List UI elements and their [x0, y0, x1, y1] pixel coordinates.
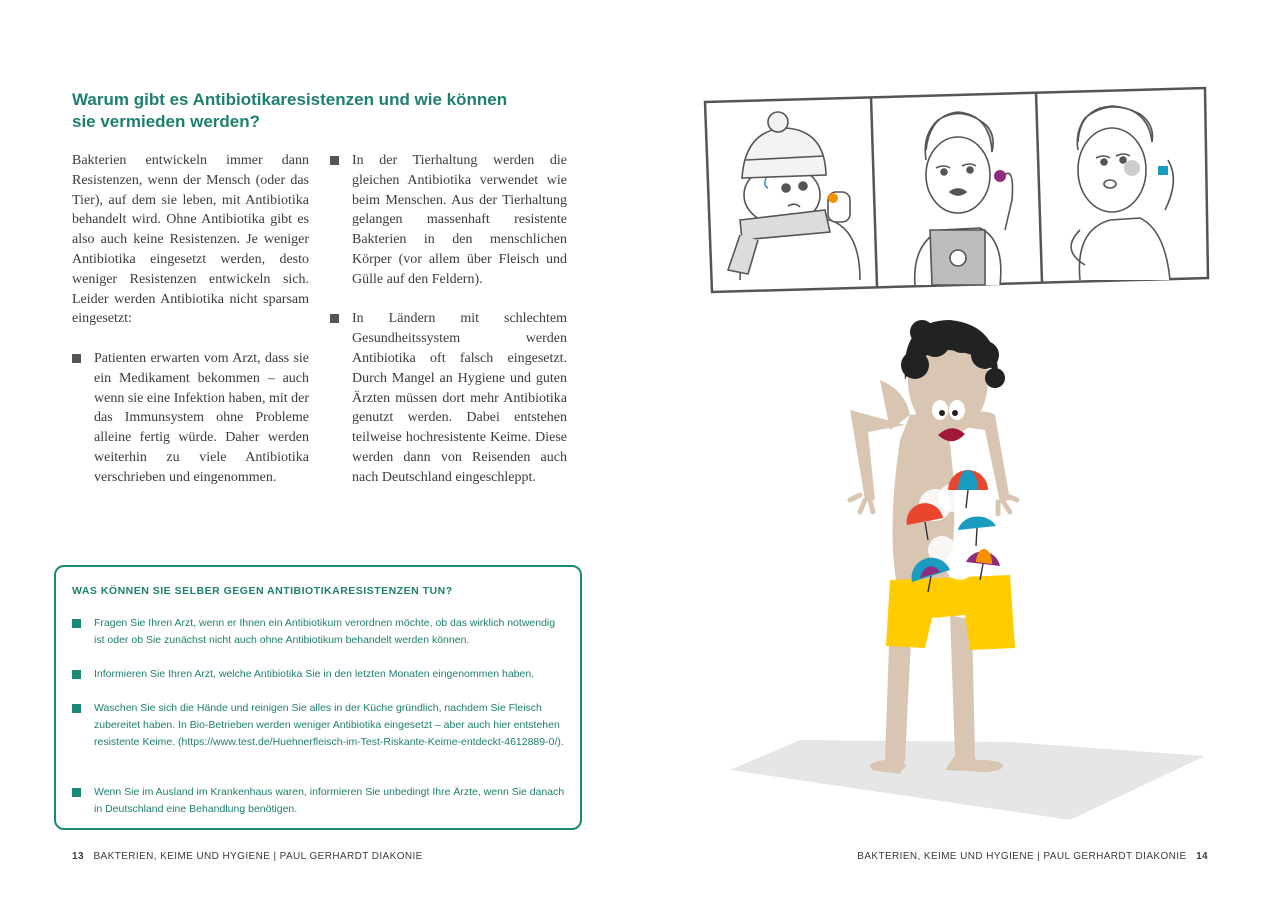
footer-left: [72, 851, 423, 862]
tip-item: [72, 784, 567, 818]
bullet-square-icon: [72, 354, 81, 363]
bullet-square-icon: [72, 670, 81, 679]
pill-icon: [828, 193, 838, 203]
page-heading: Warum gibt es Antibiotikaresistenzen und wie können sie vermieden werden?: [72, 90, 508, 131]
bullet-text: In der Tierhaltung werden die gleichen Antibiotika verwendet wie beim Menschen. Aus der Tierhaltung gelangen massenhaft resistente Bakterien in den menschlichen Körper (vor allem über Fleisch und Gülle auf den Feldern).: [352, 153, 567, 287]
footer-title: BAKTERIEN, KEIME UND HYGIENE: [93, 851, 271, 862]
bullet-square-icon: [330, 314, 339, 323]
pill-icon: [994, 170, 1006, 182]
tip-item: [72, 666, 567, 683]
tip-text: Wenn Sie im Ausland im Krankenhaus waren, informieren Sie unbedingt Ihre Ärzte, wenn Sie danach in Deutschland eine Behandlung benötigen.: [94, 786, 565, 815]
tip-text: Fragen Sie Ihren Arzt, wenn er Ihnen ein Antibiotikum verordnen möchte, ob das wirklich notwendig ist oder ob Sie zunächst nicht auch ohne Antibiotikum behandelt werden können.: [94, 617, 556, 646]
pill-icon: [1158, 166, 1168, 175]
footer-right: [857, 851, 1208, 862]
comic-strip: [705, 88, 1208, 292]
bullet-square-icon: [72, 619, 81, 628]
page-number-right: 14: [1196, 851, 1208, 862]
tip-item: [72, 615, 567, 649]
footer-separator: |: [273, 851, 277, 862]
tip-item: [72, 700, 567, 751]
bullet-item: [72, 349, 309, 488]
tip-text: Waschen Sie sich die Hände und reinigen Sie alles in der Küche gründlich, nachdem Sie Fleisch zubereitet haben. In Bio-Betrieben werden weniger Antibiotika eingesetzt – aber auch hier entstehen resistente Keime. (https://www.test.de/Huehnerfleisch-im-Test-Riskante-Keime-entdeckt-4612889-0/).: [94, 702, 564, 748]
intro-paragraph: Bakterien entwickeln immer dann Resistenzen, wenn der Mensch (oder das Tier), auf dem sie leben, mit Antibiotika behandelt wird. Ohne Antibiotika gibt es also auch keine Resistenzen. Je weniger Antibiotika eingesetzt werden, desto weniger Resistenzen entwickeln sich. Leider werden Antibiotika nicht sparsam eingesetzt:: [72, 153, 309, 327]
bullet-text: Patienten erwarten vom Arzt, dass sie ein Medikament bekommen – auch wenn sie eine Infektion haben, mit der das Immunsystem ohne Probleme alleine fertig würde. Daher werden weiterhin zu viele Antibiotika verschrieben und eingenommen.: [94, 350, 309, 485]
footer-separator: |: [1037, 851, 1041, 862]
footer-org: PAUL GERHARDT DIAKONIE: [1043, 851, 1187, 862]
bullet-square-icon: [72, 704, 81, 713]
bullet-item: [330, 309, 567, 487]
bullet-square-icon: [72, 788, 81, 797]
text-column-right: [330, 151, 567, 488]
tip-box-title: WAS KÖNNEN SIE SELBER GEGEN ANTIBIOTIKARESISTENZEN TUN?: [72, 585, 453, 597]
footer-org: PAUL GERHARDT DIAKONIE: [279, 851, 423, 862]
illustration: [700, 80, 1220, 830]
bullet-square-icon: [330, 156, 339, 165]
boy-figure: [850, 320, 1017, 774]
text-column-left: [72, 151, 309, 488]
bullet-text: In Ländern mit schlechtem Gesundheitssystem werden Antibiotika oft falsch eingesetzt. Durch Mangel an Hygiene und guten Ärzten müssen dort mehr Antibiotika genutzt werden. Dabei entstehen teilweise hochresistente Keime. Diese werden dann von Reisenden auch nach Deutschland eingeschleppt.: [352, 311, 567, 485]
page-number-left: 13: [72, 851, 84, 862]
tip-text: Informieren Sie Ihren Arzt, welche Antibiotika Sie in den letzten Monaten eingenommen haben.: [94, 668, 535, 680]
bullet-item: [330, 151, 567, 290]
footer-title: BAKTERIEN, KEIME UND HYGIENE: [857, 851, 1035, 862]
